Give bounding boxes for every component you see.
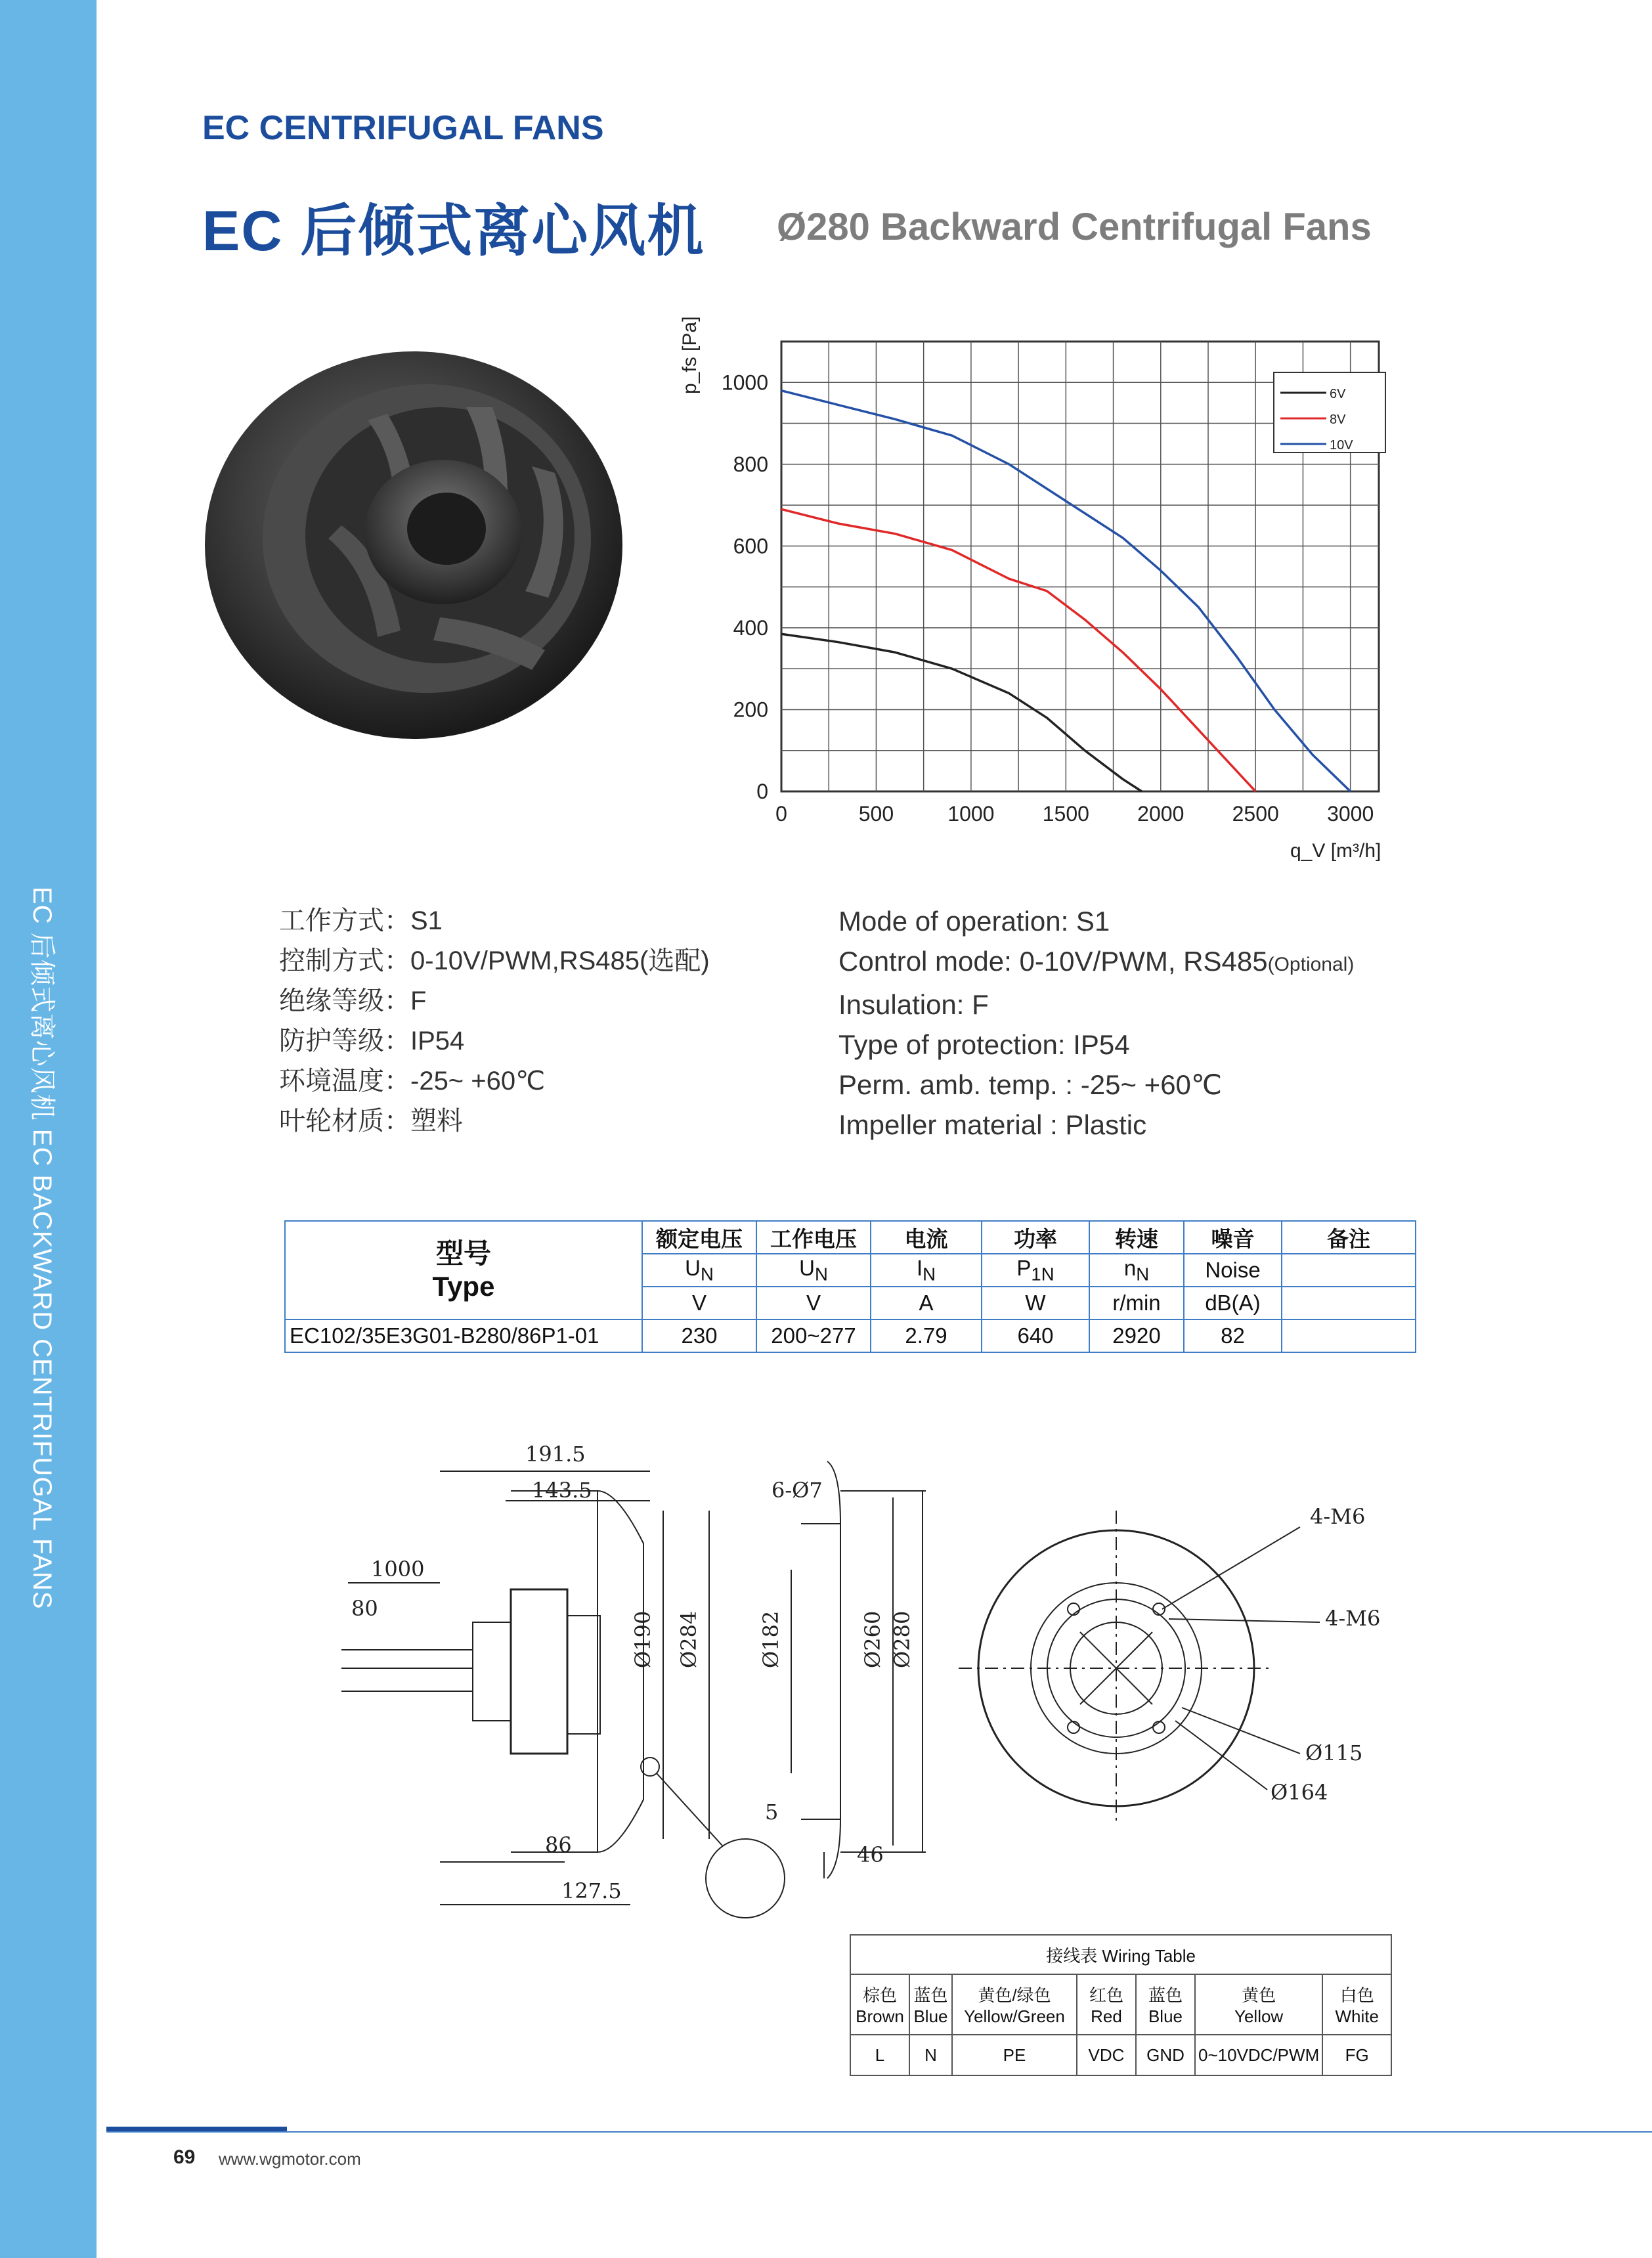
spec-cn-row: 工作方式：S1	[279, 906, 443, 935]
specs-en-list	[838, 901, 1354, 1145]
sidebar-vertical-text: EC 后倾式离心风机 EC BACKWARD CENTRIFUGAL FANS	[28, 887, 56, 1610]
x-tick-label: 2000	[1137, 802, 1185, 826]
spec-en-control	[838, 941, 1354, 985]
table-row	[285, 1319, 1416, 1352]
y-tick-label: 1000	[721, 370, 768, 395]
unit-cell: dB(A)	[1184, 1287, 1282, 1319]
type-header-en: Type	[432, 1271, 495, 1302]
page-title-cn: EC 后倾式离心风机	[202, 200, 705, 263]
wiring-title-row	[850, 1935, 1391, 1974]
wiring-function-row	[850, 2035, 1391, 2075]
symbol-cell	[1282, 1254, 1416, 1287]
spec-en-mode: Mode of operation: S1	[838, 906, 1110, 937]
performance-chart	[679, 316, 1399, 880]
wire-color-cell: 蓝色 Blue	[909, 1974, 952, 2035]
spec-en-protection: Type of protection: IP54	[838, 1029, 1130, 1060]
unit-cell	[1282, 1287, 1416, 1319]
chart-legend	[1274, 372, 1385, 453]
symbol-cell: $P_{1N}$	[982, 1254, 1089, 1287]
symbol-cell: $I_N$	[871, 1254, 982, 1287]
sidebar	[0, 0, 97, 2258]
y-tick-label: 400	[733, 615, 768, 640]
technical-drawing	[341, 1432, 1418, 1931]
model-cell: EC102/35E3G01-B280/86P1-01	[285, 1319, 642, 1352]
dim-label: 4-M6	[1310, 1504, 1366, 1529]
col-header: 电流	[871, 1221, 982, 1254]
value-cell: 2920	[1089, 1319, 1184, 1352]
col-header: 转速	[1089, 1221, 1184, 1254]
legend-10v: 10V	[1330, 438, 1353, 453]
y-tick-label: 0	[756, 780, 768, 803]
page-number: 69	[173, 2146, 196, 2168]
symbol-cell: $n_N$	[1089, 1254, 1184, 1287]
wire-color-cell: 蓝色 Blue	[1136, 1974, 1195, 2035]
dim-label: Ø284	[676, 1610, 701, 1668]
wire-color-cell: 黄色/绿色 Yellow/Green	[952, 1974, 1077, 2035]
spec-en-impeller: Impeller material : Plastic	[838, 1109, 1147, 1140]
dim-label: 191.5	[525, 1442, 586, 1467]
wire-function-cell: N	[909, 2035, 952, 2075]
unit-cell: V	[756, 1287, 871, 1319]
value-cell: 640	[982, 1319, 1089, 1352]
category-heading: EC CENTRIFUGAL FANS	[202, 109, 604, 147]
model-spec-table	[284, 1220, 1416, 1353]
dim-label: 127.5	[561, 1878, 622, 1903]
x-axis-label: q_V [m³/h]	[1290, 840, 1381, 862]
specs-cn-list	[279, 901, 710, 1141]
x-tick-label: 0	[775, 802, 787, 826]
website-link[interactable]: www.wgmotor.com	[219, 2149, 361, 2169]
wiring-color-row	[850, 1974, 1391, 2035]
col-header: 功率	[982, 1221, 1089, 1254]
dim-label: 86	[545, 1832, 572, 1857]
col-header: 额定电压	[642, 1221, 756, 1254]
side-view	[341, 1442, 785, 1918]
dim-label: Ø190	[630, 1610, 655, 1668]
dim-label: Ø164	[1271, 1780, 1328, 1805]
wire-function-cell: L	[850, 2035, 909, 2075]
dim-label: 6-Ø7	[772, 1478, 823, 1503]
spec-en-temperature: Perm. amb. temp. : -25~ +60℃	[838, 1069, 1223, 1100]
x-tick-label: 500	[858, 802, 894, 826]
series-line-6v	[781, 634, 1142, 791]
wire-color-cell: 红色 Red	[1077, 1974, 1136, 2035]
dim-label: Ø260	[860, 1610, 885, 1668]
spec-en-control-optional: (Optional)	[1267, 954, 1355, 975]
symbol-cell: $U_N$	[756, 1254, 871, 1287]
value-cell	[1282, 1319, 1416, 1352]
x-tick-label: 1000	[947, 802, 995, 826]
x-tick-label: 1500	[1042, 802, 1089, 826]
spec-cn-row: 叶轮材质：塑料	[279, 1107, 463, 1136]
wire-function-cell: 0~10VDC/PWM	[1195, 2035, 1322, 2075]
inlet-ring-view	[758, 1461, 926, 1878]
footer-accent-bar	[106, 2127, 287, 2131]
dim-label: Ø115	[1305, 1740, 1363, 1765]
dim-label: 80	[351, 1596, 378, 1621]
value-cell: 82	[1184, 1319, 1282, 1352]
wire-function-cell: FG	[1322, 2035, 1391, 2075]
dim-label: Ø280	[890, 1610, 915, 1668]
dim-label: Ø182	[758, 1610, 783, 1668]
y-axis-label: p_fs [Pa]	[679, 316, 701, 394]
wire-color-cell: 白色 White	[1322, 1974, 1391, 2035]
value-cell: 200~277	[756, 1319, 871, 1352]
type-header-cn: 型号	[435, 1238, 491, 1269]
fan-product-image	[190, 342, 637, 749]
page-title-en: Ø280 Backward Centrifugal Fans	[777, 206, 1372, 248]
wire-function-cell: GND	[1136, 2035, 1195, 2075]
symbol-cell: $U_N$	[642, 1254, 756, 1287]
col-header: 工作电压	[756, 1221, 871, 1254]
y-tick-label: 600	[733, 534, 768, 558]
value-cell: 230	[642, 1319, 756, 1352]
wiring-table	[850, 1934, 1392, 2076]
unit-cell: A	[871, 1287, 982, 1319]
table-header-row	[285, 1221, 1416, 1254]
spec-cn-row: 控制方式：0-10V/PWM,RS485(选配)	[279, 946, 710, 975]
x-tick-label: 3000	[1327, 802, 1374, 826]
col-header: 噪音	[1184, 1221, 1282, 1254]
dim-label: 46	[857, 1842, 884, 1867]
wire-color-cell: 黄色 Yellow	[1195, 1974, 1322, 2035]
unit-cell: V	[642, 1287, 756, 1319]
legend-8v: 8V	[1330, 412, 1346, 427]
spec-cn-row: 绝缘等级：F	[279, 986, 427, 1015]
x-tick-label: 2500	[1232, 802, 1279, 826]
spec-cn-row: 防护等级：IP54	[279, 1027, 465, 1055]
unit-cell: W	[982, 1287, 1089, 1319]
wire-function-cell: VDC	[1077, 2035, 1136, 2075]
dim-label: 4-M6	[1325, 1606, 1381, 1631]
symbol-cell: Noise	[1184, 1254, 1282, 1287]
dim-label: 143.5	[532, 1478, 592, 1503]
spec-cn-row: 环境温度：-25~ +60℃	[279, 1067, 546, 1096]
front-view	[959, 1504, 1380, 1826]
spec-en-insulation: Insulation: F	[838, 989, 989, 1020]
y-tick-label: 800	[733, 452, 768, 476]
unit-cell: r/min	[1089, 1287, 1184, 1319]
type-header-cell	[285, 1221, 642, 1319]
wiring-title: 接线表 Wiring Table	[850, 1935, 1391, 1974]
dim-label: 1000	[371, 1557, 425, 1582]
footer-rule	[106, 2131, 1652, 2133]
col-header: 备注	[1282, 1221, 1416, 1254]
value-cell: 2.79	[871, 1319, 982, 1352]
wire-function-cell: PE	[952, 2035, 1077, 2075]
wire-color-cell: 棕色 Brown	[850, 1974, 909, 2035]
legend-6v: 6V	[1330, 387, 1346, 401]
y-tick-label: 200	[733, 697, 768, 722]
spec-en-control-text: Control mode: 0-10V/PWM, RS485	[838, 946, 1268, 977]
dim-label: 5	[765, 1800, 779, 1825]
